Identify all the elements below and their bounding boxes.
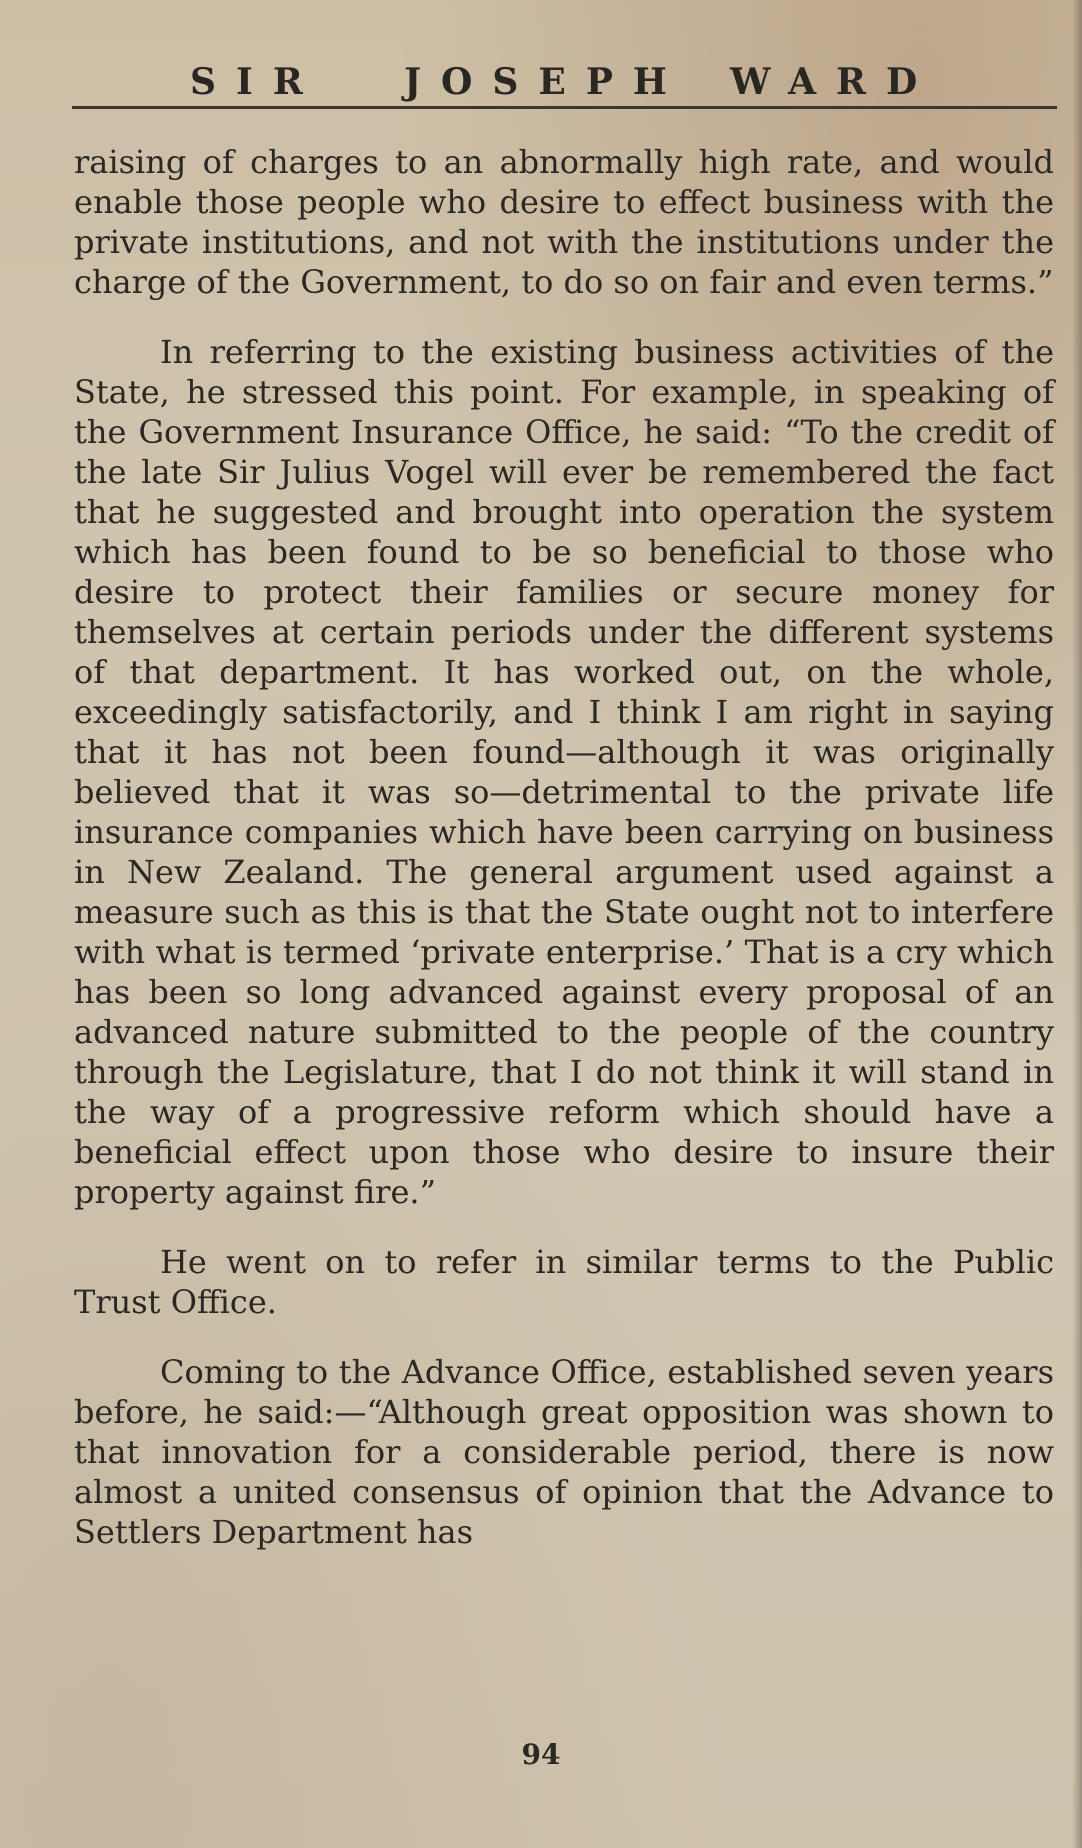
header-word-sir: SIR — [190, 61, 323, 103]
paragraph-insurance-office: In referring to the existing business activities of the State, he stressed this point. For example, in speaking of the Government Insurance Office, he said: “To the credit of the late Sir Julius Vogel will ever be remembered the fact that he suggested and brought into operation the system which has been found to be so beneficial to those who desire to protect their families or secure money for themselves at certain periods under the different systems of that department. It has worked out, on the whole, exceedingly satisfactorily, and I think I am right in saying that it has not been found—although it was originally believed that it was so—detrimental to the private life insurance companies which have been carrying on business in New Zealand. The general argument used against a measure such as this is that the State ought not to interfere with what is termed ‘private enterprise.’ That is a cry which has been so long advanced against every proposal of an advanced nature submitted to the people of the country through the Legislature, that I do not think it will stand in the way of a progressive reform which should have a beneficial effect upon those who desire to insure their property against fire.” — [74, 333, 1054, 1211]
page-number: 94 — [521, 1738, 561, 1771]
header-word-joseph: JOSEPH — [404, 61, 687, 103]
header-rule — [72, 106, 1057, 109]
paragraph-continuation: raising of charges to an abnormally high rate, and would enable those people who desire to effect business with the private institutions, and not with the institutions under the charge of the Government, to do so on fair and even terms.” — [74, 143, 1054, 301]
running-header — [72, 52, 1057, 112]
header-word-ward: WARD — [730, 61, 938, 103]
body-text — [74, 142, 1054, 1552]
page-edge-shadow — [1072, 0, 1082, 1848]
paragraph-public-trust: He went on to refer in similar terms to the Public Trust Office. — [74, 1243, 1054, 1321]
paragraph-advance-office: Coming to the Advance Office, established seven years before, he said:—“Although great opposition was shown to that innovation for a considerable period, there is now almost a united consensus of opinion that the Advance to Settlers Department has — [74, 1353, 1054, 1551]
